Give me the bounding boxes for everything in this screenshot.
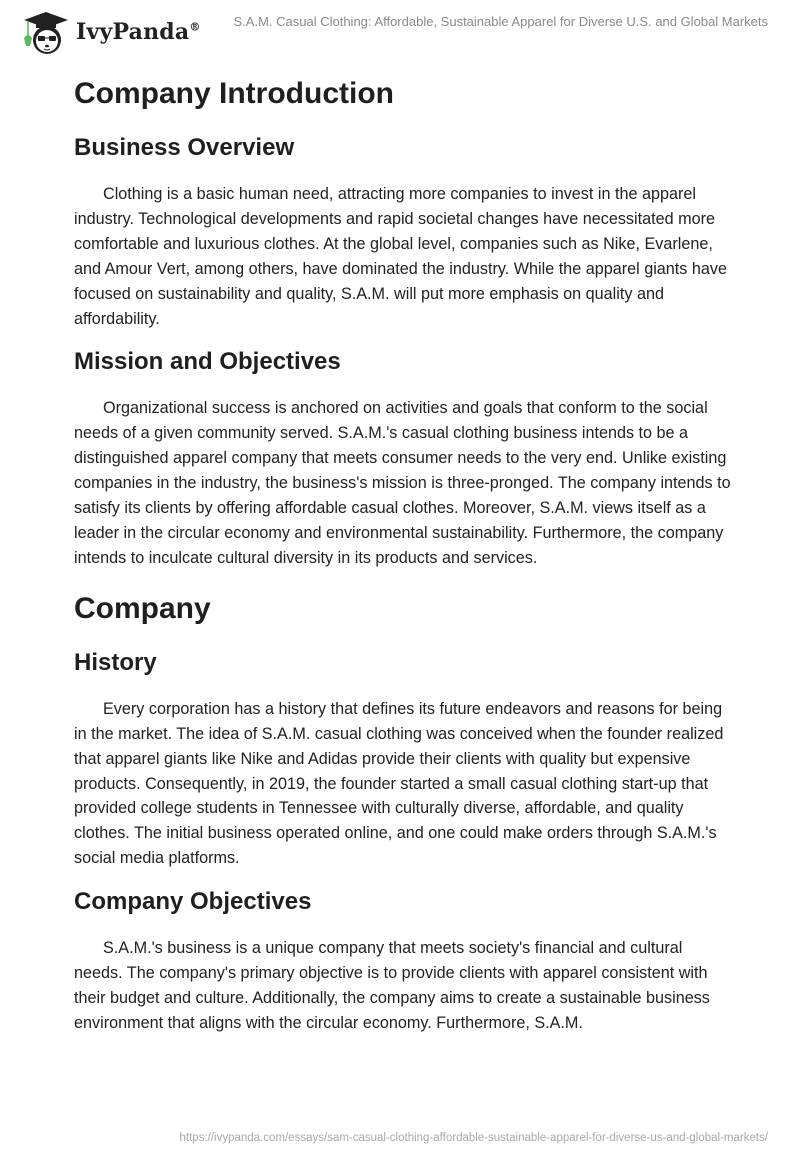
subheading-company-objectives: Company Objectives xyxy=(74,888,312,916)
page-header xyxy=(0,0,800,56)
ivypanda-logo[interactable] xyxy=(16,8,201,56)
panda-graduate-icon xyxy=(16,8,72,56)
paragraph-mission: Organizational success is anchored on activities and goals that conform to the social needs of a given community served. S.A.M.'s casual clothing business intends to be a distinguished apparel company that meets consumer needs to the very end. Unlike existing companies in the industry, the business's mission is three-pronged. The company intends to satisfy its clients by offering affordable casual clothes. Moreover, S.A.M. views itself as a leader in the circular economy and environmental sustainability. Furthermore, the company intends to inculcate cultural diversity in its products and services. xyxy=(74,399,731,567)
paragraph-company-objectives: S.A.M.'s business is a unique company that meets society's financial and cultural needs. The company's primary objective is to provide clients with apparel consistent with their budget and culture. Additionally, the company aims to create a sustainable business environment that aligns with the circular economy. Furthermore, S.A.M. xyxy=(74,939,710,1032)
paragraph-history: Every corporation has a history that defines its future endeavors and reasons for being in the market. The idea of S.A.M. casual clothing was conceived when the founder realized that apparel giants like Nike and Adidas provide their clients with quality but expensive products. Consequently, in 2019, the founder started a small casual clothing start-up that provided college students in Tennessee with culturally diverse, affordable, and quality clothes. The initial business operated online, and one could make orders through S.A.M.'s social media platforms. xyxy=(74,699,724,868)
subheading-history: History xyxy=(74,648,157,676)
subheading-mission-objectives: Mission and Objectives xyxy=(74,348,341,376)
section-heading-company-introduction: Company Introduction xyxy=(74,77,394,110)
brand-name: IvyPanda® xyxy=(76,19,201,45)
paragraph-business-overview: Clothing is a basic human need, attracting more companies to invest in the apparel industry. Technological developments and rapid societal changes have necessitated more comfortable and luxurious clothes. At the global level, companies such as Nike, Evarlene, and Amour Vert, among others, have dominated the industry. While the apparel giants have focused on sustainability and quality, S.A.M. will put more emphasis on quality and affordability. xyxy=(74,185,727,328)
document-title: S.A.M. Casual Clothing: Affordable, Sustainable Apparel for Diverse U.S. and Global Markets xyxy=(233,14,768,29)
section-heading-company: Company xyxy=(74,591,211,625)
source-url[interactable]: https://ivypanda.com/essays/sam-casual-clothing-affordable-sustainable-apparel-for-diverse-us-and-global-markets/ xyxy=(179,1132,768,1144)
subheading-business-overview: Business Overview xyxy=(74,134,295,161)
essay-content xyxy=(74,70,734,1036)
